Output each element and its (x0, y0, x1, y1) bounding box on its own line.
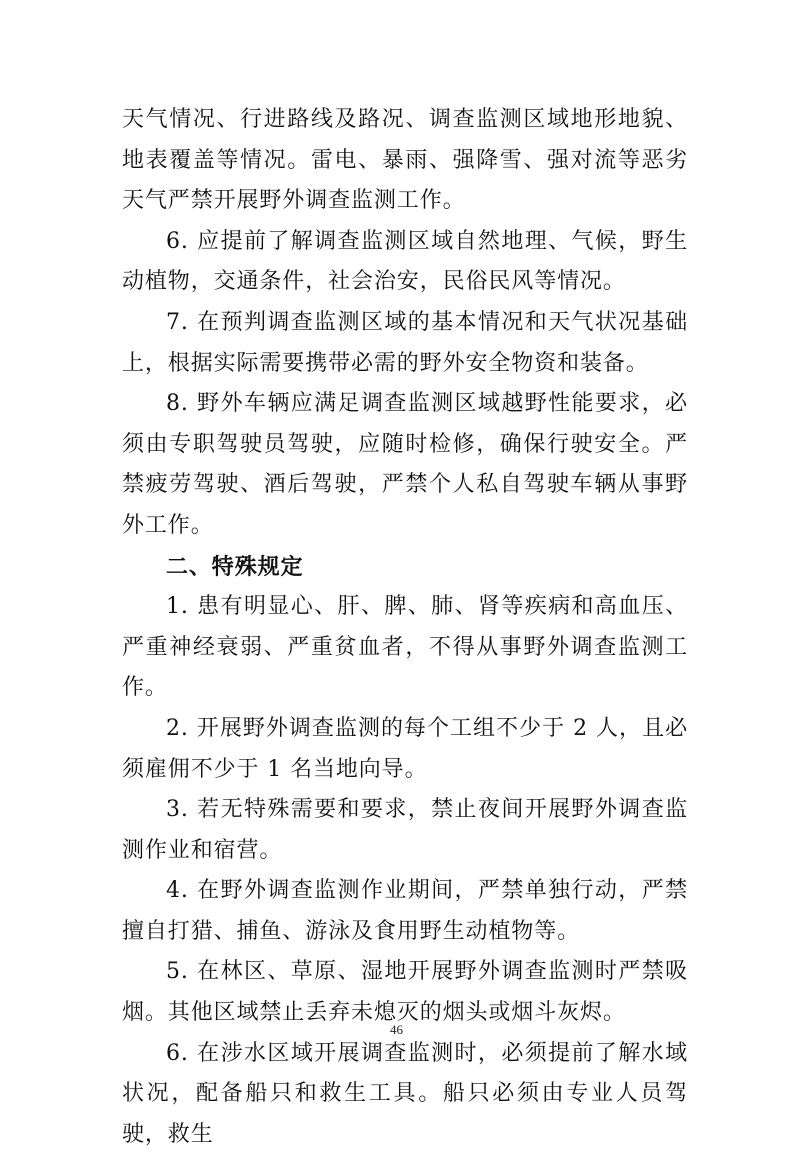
special-item-4-solo-action: 4. 在野外调查监测作业期间，严禁单独行动，严禁擅自打猎、捕鱼、游泳及食用野生动植物等。 (122, 878, 688, 944)
page-content (122, 100, 688, 1155)
special-item-2-team-size: 2. 开展野外调查监测的每个工组不少于 2 人，且必须雇佣不少于 1 名当地向导。 (122, 715, 688, 782)
section-heading: 二、特殊规定 (166, 553, 304, 580)
special-item-1-health: 1. 患有明显心、肝、脾、肺、肾等疾病和高血压、严重神经衰弱、严重贫血者，不得从事野外调查监测工作。 (122, 594, 688, 701)
paragraph-continued: 天气情况、行进路线及路况、调查监测区域地形地貌、地表覆盖等情况。雷电、暴雨、强降雪、强对流等恶劣天气严禁开展野外调查监测工作。 (122, 107, 688, 214)
list-item-7-safety-supplies: 7. 在预判调查监测区域的基本情况和天气状况基础上，根据实际需要携带必需的野外安全物资和装备。 (122, 309, 688, 376)
special-item-3-night-work: 3. 若无特殊需要和要求，禁止夜间开展野外调查监测作业和宿营。 (122, 797, 688, 863)
list-item-8-vehicles: 8. 野外车辆应满足调查监测区域越野性能要求，必须由专职驾驶员驾驶，应随时检修，确保行驶安全。严禁疲劳驾驶、酒后驾驶，严禁个人私自驾驶车辆从事野外工作。 (122, 391, 688, 538)
page-number: 46 (390, 1022, 403, 1037)
list-item-6-survey-preparation: 6. 应提前了解调查监测区域自然地理、气候，野生动植物，交通条件，社会治安，民俗民风等情况。 (122, 228, 688, 295)
special-item-6-water-areas: 6. 在涉水区域开展调查监测时，必须提前了解水域状况，配备船只和救生工具。船只必须由专业人员驾驶，救生 (122, 1040, 688, 1147)
special-item-5-smoking: 5. 在林区、草原、湿地开展野外调查监测时严禁吸烟。其他区域禁止丢弃未熄灭的烟头或烟斗灰烬。 (122, 959, 688, 1026)
